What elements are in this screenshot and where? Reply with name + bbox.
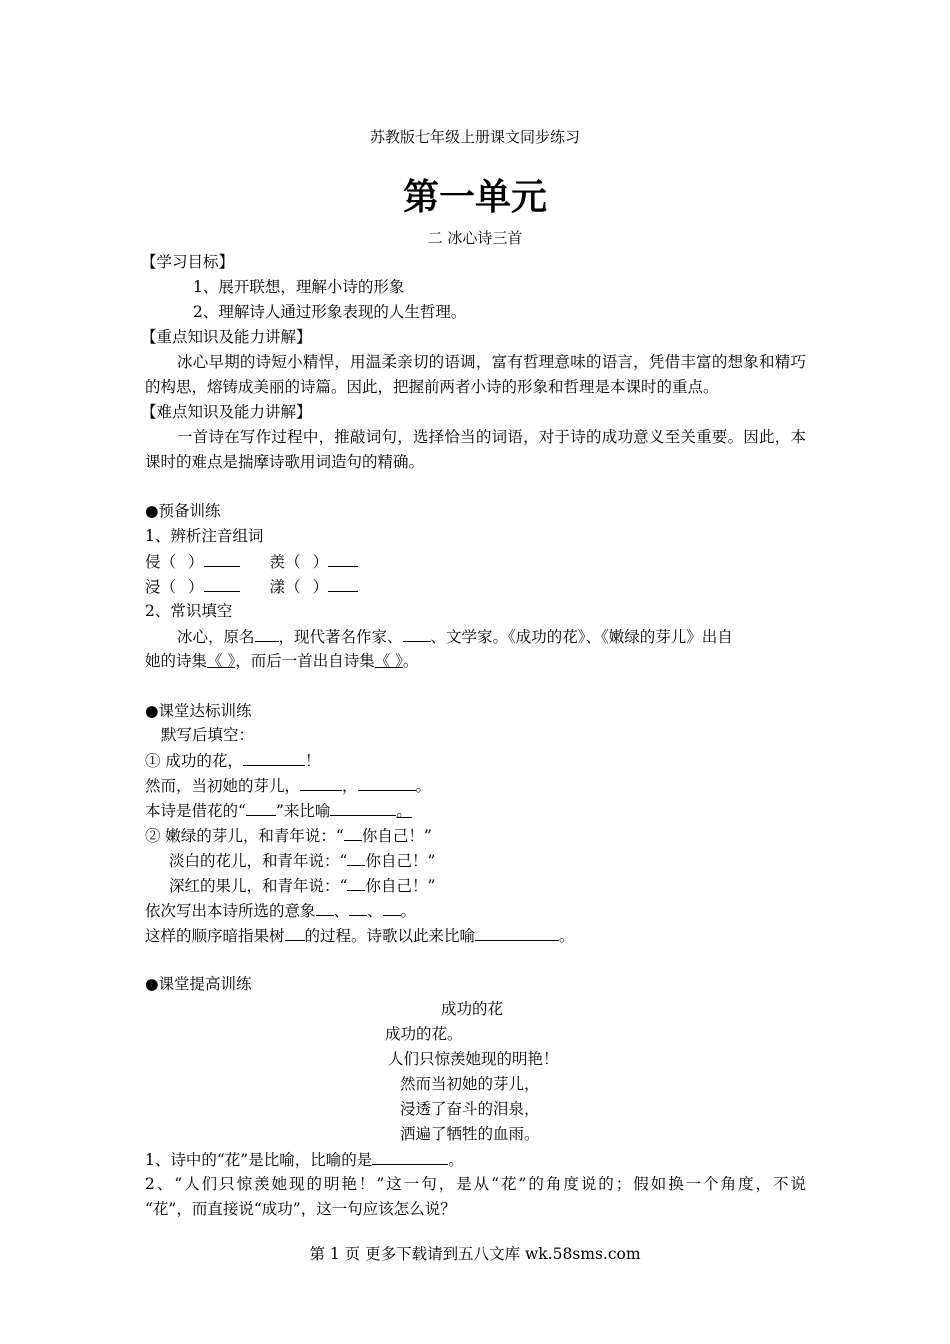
book-blank[interactable]: 《 》 bbox=[374, 652, 403, 670]
poem-line: 浸透了奋斗的泪泉， bbox=[400, 1100, 540, 1118]
class-training-heading: ●课堂达标训练 bbox=[145, 702, 252, 720]
blank[interactable] bbox=[204, 576, 240, 592]
training-line: 这样的顺序暗指果树 的过程。诗歌以此来比喻 。 bbox=[145, 927, 575, 945]
blank[interactable] bbox=[246, 800, 276, 816]
prep-heading: ●预备训练 bbox=[145, 502, 221, 520]
pinyin-row: 侵（ ） 羡（ ） bbox=[145, 551, 358, 572]
training-line: 淡白的花儿，和青年说：“ 你自己！” bbox=[169, 852, 436, 870]
unit-title: 第一单元 bbox=[402, 177, 547, 218]
difficult-points-text: 一首诗在写作过程中，推敲词句，选择恰当的词语，对于诗的成功意义至关重要。因此，本课时的难点是揣摩诗歌用词造句的精确。 bbox=[145, 428, 806, 471]
book-blank[interactable]: 《 》 bbox=[207, 652, 236, 670]
poem-line: 成功的花。 bbox=[385, 1025, 463, 1043]
key-points-heading: 【重点知识及能力讲解】 bbox=[141, 328, 312, 346]
blank[interactable] bbox=[475, 925, 559, 941]
lesson-title: 二 冰心诗三首 bbox=[427, 229, 523, 247]
training-line: 本诗是借花的“ ”来比喻 。 bbox=[145, 802, 412, 820]
prep-q1-title: 1、辨析注音组词 bbox=[145, 527, 264, 545]
advanced-heading: ●课堂提高训练 bbox=[145, 975, 252, 993]
blank[interactable] bbox=[330, 800, 396, 816]
blank[interactable] bbox=[383, 900, 401, 916]
poem-line: 然而当初她的芽儿， bbox=[400, 1075, 540, 1093]
blank[interactable] bbox=[285, 925, 305, 941]
class-training-instruction: 默写后填空： bbox=[161, 726, 255, 744]
blank[interactable] bbox=[403, 626, 431, 642]
poem-line: 人们只惊羡她现的明艳！ bbox=[388, 1050, 559, 1068]
training-line: ② 嫩绿的芽儿，和青年说：“ 你自己！” bbox=[145, 827, 432, 845]
char: 侵 bbox=[145, 553, 161, 571]
blank[interactable] bbox=[347, 875, 365, 891]
pinyin-row: 浸（ ） 漾（ ） bbox=[145, 576, 358, 597]
prep-q2-line1: 冰心，原名 ，现代著名作家、 、文学家。《成功的花》、《嫩绿的芽儿》出自 bbox=[177, 628, 733, 646]
training-line: 深红的果儿，和青年说：“ 你自己！” bbox=[169, 877, 436, 895]
training-line: 依次写出本诗所选的意象 、 、 。 bbox=[145, 902, 417, 920]
document-subtitle: 苏教版七年级上册课文同步练习 bbox=[369, 128, 580, 146]
objective-item: 2、理解诗人通过形象表现的人生哲理。 bbox=[193, 303, 467, 321]
blank[interactable] bbox=[204, 551, 240, 567]
prep-q2-title: 2、常识填空 bbox=[145, 602, 233, 620]
poem-line: 洒遍了牺牲的血雨。 bbox=[400, 1125, 540, 1143]
blank[interactable] bbox=[372, 1149, 448, 1165]
blank[interactable] bbox=[349, 900, 367, 916]
blank[interactable] bbox=[300, 775, 342, 791]
page-footer: 第 1 页 更多下载请到五八文库 wk.58sms.com bbox=[309, 1245, 641, 1263]
key-points-text: 冰心早期的诗短小精悍，用温柔亲切的语调，富有哲理意味的语言，凭借丰富的想象和精巧的构思，熔铸成美丽的诗篇。因此，把握前两者小诗的形象和哲理是本课时的重点。 bbox=[145, 353, 806, 396]
prep-q2-line2: 她的诗集《 》，而后一首出自诗集《 》。 bbox=[145, 652, 419, 670]
difficult-points-heading: 【难点知识及能力讲解】 bbox=[141, 403, 312, 421]
objective-item: 1、展开联想，理解小诗的形象 bbox=[193, 278, 405, 296]
char: 漾 bbox=[269, 578, 286, 596]
blank[interactable] bbox=[328, 576, 358, 592]
blank[interactable] bbox=[255, 626, 279, 642]
blank[interactable] bbox=[344, 825, 362, 841]
blank[interactable] bbox=[243, 750, 305, 766]
training-line: ① 成功的花， ！ bbox=[145, 752, 321, 770]
advanced-q2-line1: 2、“人们只惊羡她现的明艳！”这一句，是从“花”的角度说的；假如换一个角度，不说 bbox=[145, 1175, 806, 1193]
blank[interactable] bbox=[316, 900, 334, 916]
blank[interactable] bbox=[328, 551, 358, 567]
objectives-heading: 【学习目标】 bbox=[141, 253, 235, 271]
char: 浸 bbox=[145, 578, 161, 596]
training-line: 然而，当初她的芽儿， ， 。 bbox=[145, 777, 432, 795]
blank[interactable] bbox=[358, 775, 416, 791]
poem-title: 成功的花 bbox=[441, 1000, 504, 1018]
advanced-q1: 1、诗中的“花”是比喻，比喻的是 。 bbox=[145, 1151, 464, 1169]
advanced-q2-line2: “花”，而直接说“成功”，这一句应该怎么说？ bbox=[145, 1200, 456, 1218]
char: 羡 bbox=[269, 553, 286, 571]
blank[interactable] bbox=[347, 850, 365, 866]
